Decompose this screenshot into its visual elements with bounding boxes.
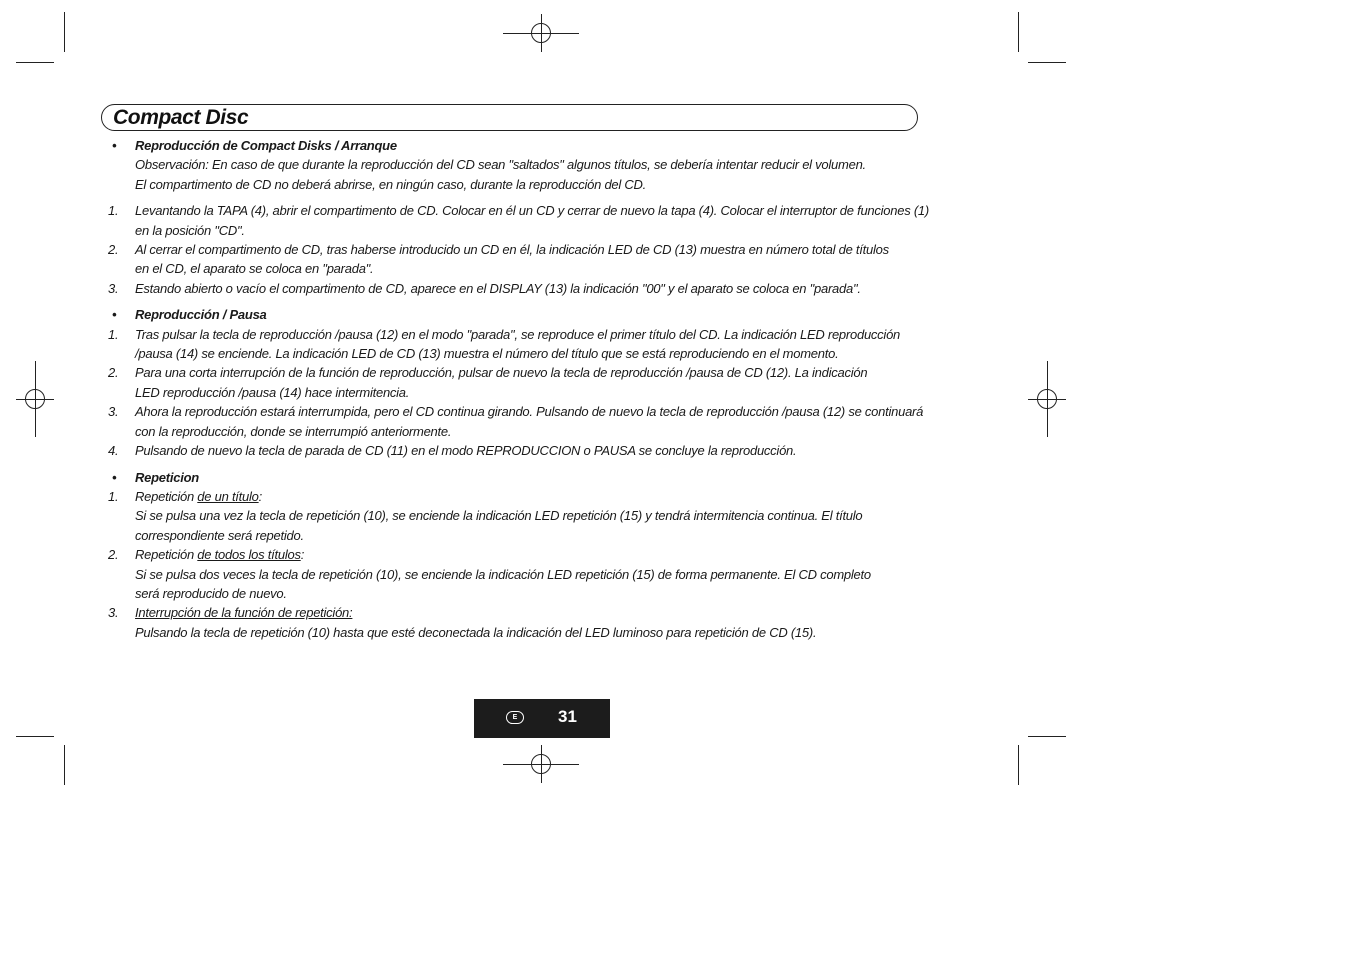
list-item: 3. Interrupción de la función de repetición: Pulsando la tecla de repetición (10) hasta que esté deconectada la indicación del LED luminoso para repetición de CD (15).	[108, 605, 817, 640]
language-badge: E	[506, 711, 524, 724]
page-content	[108, 136, 968, 649]
bullet: •	[112, 138, 117, 153]
crop-mark	[1028, 62, 1066, 63]
crop-mark	[1018, 12, 1019, 52]
list-item: 4. Pulsando de nuevo la tecla de parada de CD (11) en el modo REPRODUCCION o PAUSA se concluye la reproducción.	[108, 443, 797, 459]
list-item: 1. Repetición de un título: Si se pulsa una vez la tecla de repetición (10), se enciende la indicación LED repetición (15) y tendrá intermitencia continua. El título correspondiente será repetido.	[108, 488, 863, 543]
list-item: 2. Repetición de todos los títulos: Si se pulsa dos veces la tecla de repetición (10), se enciende la indicación LED repetición (15) de forma permanente. El CD completo será reproducido de nuevo.	[108, 547, 871, 601]
note-line: El compartimento de CD no deberá abrirse, en ningún caso, durante la reproducción del CD.	[135, 176, 647, 192]
crop-mark	[16, 736, 54, 737]
crop-mark	[16, 62, 54, 63]
page-number-box	[474, 699, 610, 738]
crop-mark	[1018, 745, 1019, 785]
crop-mark	[64, 12, 65, 52]
crop-mark	[64, 745, 65, 785]
section-repeticion	[108, 468, 968, 643]
page-title: Compact Disc	[113, 106, 249, 129]
section-heading: • Repeticion	[108, 468, 968, 487]
section-reproduccion-arranque	[108, 136, 968, 298]
list-item: 3. Ahora la reproducción estará interrumpida, pero el CD continua girando. Pulsando de nuevo la tecla de reproducción /pausa (12) se continuará con la reproducción, donde se interrumpió anteriormente.	[108, 404, 924, 439]
section-reproduccion-pausa	[108, 305, 968, 460]
title-bar	[101, 104, 918, 131]
list-item: 2. Al cerrar el compartimento de CD, tras haberse introducido un CD en él, la indicación LED de CD (13) muestra en número total de títulos en el CD, el aparato se coloca en "parada".	[108, 242, 889, 277]
section-heading: • Reproducción / Pausa	[108, 305, 968, 324]
bullet: •	[112, 307, 117, 323]
list-item: 3. Estando abierto o vacío el compartimento de CD, aparece en el DISPLAY (13) la indicación "00" y el aparato se coloca en "parada".	[108, 280, 861, 296]
bullet: •	[112, 469, 117, 485]
section-heading: • Reproducción de Compact Disks / Arranque	[108, 136, 968, 155]
list-item: 1. Tras pulsar la tecla de reproducción /pausa (12) en el modo "parada", se reproduce el primer título del CD. La indicación LED reproducción /pausa (14) se enciende. La indicación LED de CD (13) muestra el número del título que se está reproduciendo en el momento.	[108, 326, 901, 362]
list-item: 1. Levantando la TAPA (4), abrir el compartimento de CD. Colocar en él un CD y cerrar de nuevo la tapa (4). Colocar el interruptor de funciones (1) en la posición "CD".	[108, 203, 929, 238]
crop-mark	[1028, 736, 1066, 737]
note-line: Observación: En caso de que durante la reproducción del CD sean "saltados" algunos títulos, se debería intentar reducir el volumen.	[135, 157, 866, 173]
page-number: 31	[558, 707, 577, 726]
list-item: 2. Para una corta interrupción de la función de reproducción, pulsar de nuevo la tecla de reproducción /pausa de CD (12). La indicación LED reproducción /pausa (14) hace intermitencia.	[108, 365, 868, 400]
